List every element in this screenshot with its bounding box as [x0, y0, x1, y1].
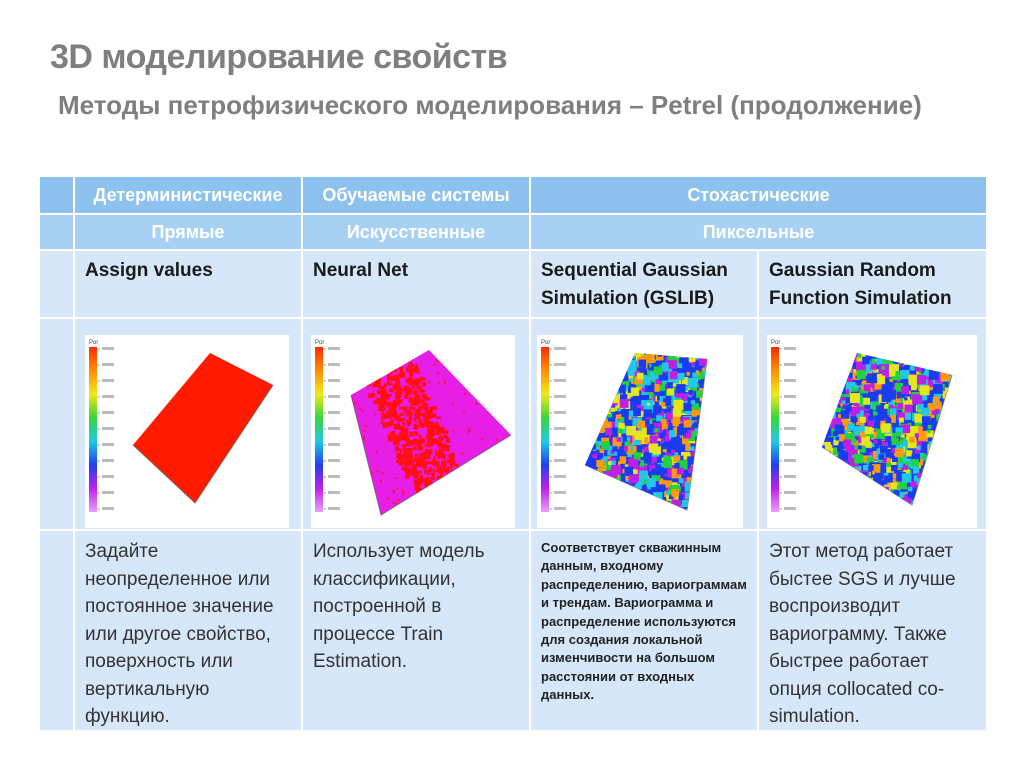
method-grfs: Gaussian Random Function Simulation	[759, 251, 986, 317]
figure-assign-values	[85, 335, 289, 528]
table-gutter-cell	[40, 177, 73, 213]
porosity-map-image	[311, 335, 515, 528]
svg-text:Por: Por	[541, 340, 551, 346]
figure-sgs	[537, 335, 743, 528]
category-deterministic: Детерминистические	[75, 177, 301, 213]
subcategory-artificial: Искусственные	[303, 215, 529, 249]
figure-grfs	[767, 335, 977, 528]
porosity-map-image	[767, 335, 977, 528]
method-sgs: Sequential Gaussian Simulation (GSLIB)	[531, 251, 757, 317]
subcategory-direct: Прямые	[75, 215, 301, 249]
svg-text:Por: Por	[315, 340, 325, 346]
table-gutter-cell	[40, 215, 73, 249]
slide-subtitle: Методы петрофизического моделирования – Petrel (продолжение)	[58, 90, 922, 120]
svg-text:Por: Por	[771, 340, 781, 346]
porosity-map-image	[85, 335, 289, 528]
porosity-map-image	[537, 335, 743, 528]
category-learning-systems: Обучаемые системы	[303, 177, 529, 213]
table-gutter-cell	[40, 531, 73, 730]
method-neural-net: Neural Net	[303, 251, 529, 317]
description-assign-values: Задайте неопределенное или постоянное значение или другое свойство, поверхность или вертикальную функцию.	[75, 531, 301, 730]
description-grfs: Этот метод работает быстее SGS и лучше воспроизводит вариограмму. Также быстрее работает опция collocated co-simulation.	[759, 531, 986, 730]
description-sgs: Соответствует скважинным данным, входному распределению, вариограммам и трендам. Вариограмма и распределение используются для создания локальной изменчивости на большом расстоянии от входных данных.	[531, 531, 757, 730]
method-assign-values: Assign values	[75, 251, 301, 317]
subcategory-pixel: Пиксельные	[531, 215, 986, 249]
slide-title: 3D моделирование свойств	[50, 38, 508, 76]
category-stochastic: Стохастические	[531, 177, 986, 213]
table-gutter-cell	[40, 319, 73, 529]
figure-neural-net	[311, 335, 515, 528]
svg-text:Por: Por	[89, 340, 99, 346]
description-neural-net: Использует модель классификации, построенной в процессе Train Estimation.	[303, 531, 529, 730]
table-gutter-cell	[40, 251, 73, 317]
